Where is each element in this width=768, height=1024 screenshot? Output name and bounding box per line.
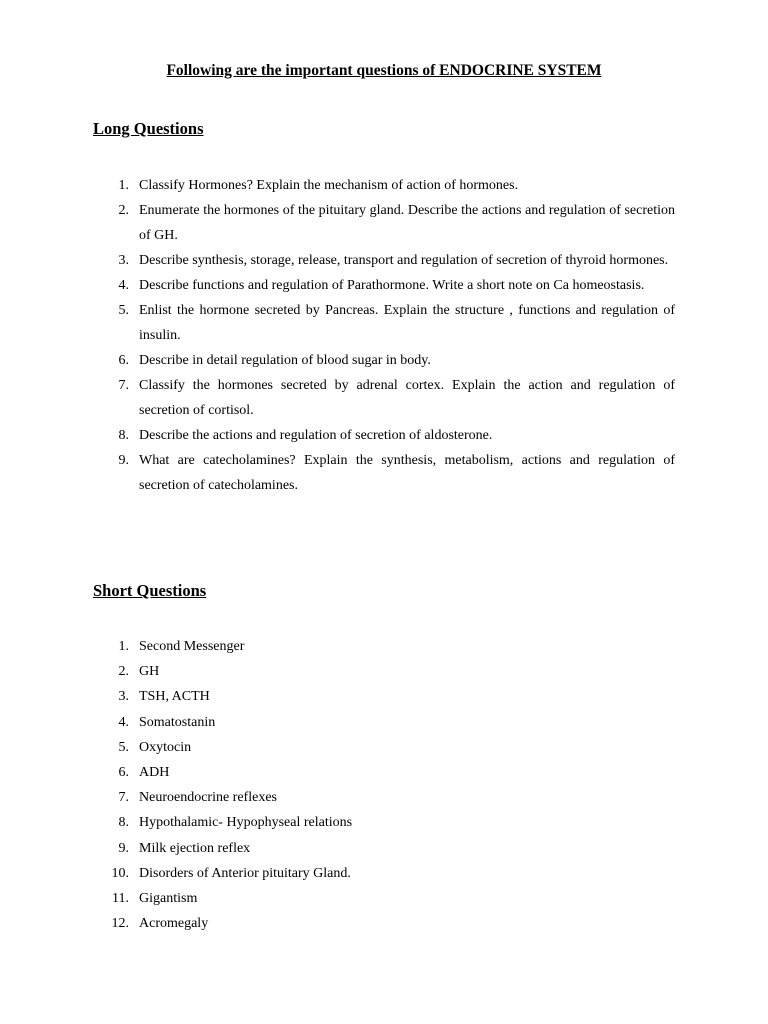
question-number: 12. — [111, 916, 129, 932]
question-text: Describe synthesis, storage, release, transport and regulation of secretion of thyroid hormones. — [139, 253, 669, 268]
question-text: Describe the actions and regulation of secretion of aldosterone. — [139, 428, 493, 443]
question-number: 9. — [118, 840, 129, 856]
question-number: 4. — [118, 714, 129, 730]
question-text: Oxytocin — [139, 739, 192, 755]
question-text: Hypothalamic- Hypophyseal relations — [139, 815, 353, 831]
long-question-item — [0, 348, 675, 373]
question-text: TSH, ACTH — [139, 689, 210, 705]
short-question-item — [0, 659, 675, 684]
question-text: ADH — [139, 765, 170, 781]
question-text: What are catecholamines? Explain the synthesis, metabolism, actions and regulation of secretion of catecholamines. — [139, 453, 675, 493]
long-questions-heading: Long Questions — [93, 119, 204, 138]
short-question-item — [0, 735, 675, 760]
question-text: Second Messenger — [139, 639, 245, 654]
long-question-item — [0, 298, 675, 348]
question-number: 2. — [118, 664, 129, 680]
question-text: Enlist the hormone secreted by Pancreas. Explain the structure , functions and regulation of insulin. — [139, 303, 675, 343]
question-number: 8. — [118, 428, 129, 443]
question-number: 4. — [118, 278, 129, 293]
question-number: 2. — [118, 203, 129, 218]
question-text: Classify Hormones? Explain the mechanism of action of hormones. — [139, 178, 519, 193]
short-question-item — [0, 911, 675, 936]
short-question-item — [0, 785, 675, 810]
question-text: Somatostanin — [139, 714, 216, 730]
long-questions-list — [0, 173, 768, 498]
question-text: GH — [139, 664, 160, 680]
short-question-item — [0, 810, 675, 835]
long-question-item — [0, 273, 675, 298]
question-text: Gigantism — [139, 891, 198, 907]
question-number: 7. — [118, 790, 129, 806]
question-number: 5. — [118, 739, 129, 755]
short-question-item — [0, 861, 675, 886]
short-question-item — [0, 760, 675, 785]
page-title: Following are the important questions of ENDOCRINE SYSTEM — [166, 62, 602, 79]
long-question-item — [0, 448, 675, 498]
long-question-item — [0, 248, 675, 273]
question-text: Enumerate the hormones of the pituitary gland. Describe the actions and regulation of secretion of GH. — [139, 203, 675, 243]
question-number: 1. — [118, 639, 129, 654]
question-number: 10. — [111, 865, 129, 881]
short-question-item — [0, 684, 675, 709]
long-question-item — [0, 198, 675, 248]
question-number: 1. — [118, 178, 129, 193]
question-text: Describe functions and regulation of Parathormone. Write a short note on Ca homeostasis. — [139, 278, 645, 293]
long-question-item — [0, 423, 675, 448]
question-number: 6. — [118, 765, 129, 781]
question-number: 3. — [118, 689, 129, 705]
question-number: 5. — [118, 303, 129, 318]
long-question-item — [0, 373, 675, 423]
question-text: Disorders of Anterior pituitary Gland. — [139, 865, 351, 881]
question-text: Acromegaly — [139, 916, 209, 932]
short-question-item — [0, 886, 675, 911]
question-number: 9. — [118, 453, 129, 468]
question-number: 3. — [118, 253, 129, 268]
long-question-item — [0, 173, 675, 198]
question-number: 11. — [112, 891, 129, 907]
question-text: Classify the hormones secreted by adrenal cortex. Explain the action and regulation of secretion of cortisol. — [139, 378, 675, 418]
question-number: 8. — [118, 815, 129, 831]
question-number: 7. — [118, 378, 129, 393]
question-text: Milk ejection reflex — [139, 840, 251, 856]
question-text: Neuroendocrine reflexes — [139, 790, 277, 806]
short-question-item — [0, 710, 675, 735]
short-questions-list — [0, 634, 768, 936]
question-text: Describe in detail regulation of blood sugar in body. — [139, 353, 431, 368]
short-question-item — [0, 634, 675, 659]
short-question-item — [0, 836, 675, 861]
question-number: 6. — [118, 353, 129, 368]
short-questions-heading: Short Questions — [93, 581, 207, 600]
